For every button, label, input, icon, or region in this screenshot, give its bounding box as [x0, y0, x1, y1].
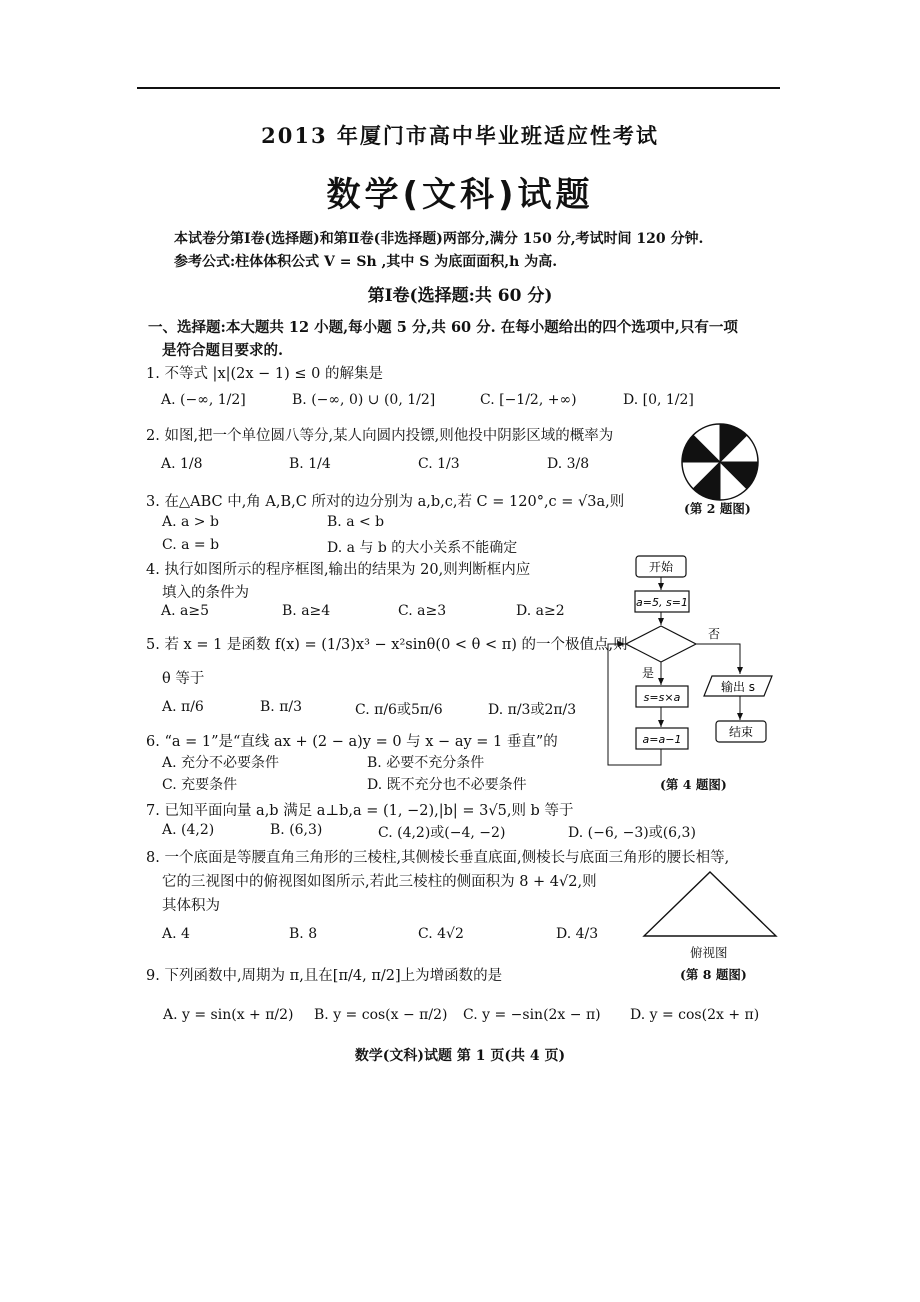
q8-stem-line-2: 它的三视图中的俯视图如图所示,若此三棱柱的侧面积为 8 + 4√2,则	[162, 874, 597, 890]
q4-stem-line-1: 4. 执行如图所示的程序框图,输出的结果为 20,则判断框内应	[146, 562, 531, 578]
intro-line-2: 参考公式:柱体体积公式 V = Sh ,其中 S 为底面面积,h 为高.	[174, 254, 558, 270]
q2-figure-caption: (第 2 题图)	[684, 501, 751, 516]
q5-stem-line-2: θ 等于	[162, 671, 205, 687]
q6-stem: 6. “a = 1”是“直线 ax + (2 − a)y = 0 与 x − ay = 1 垂直”的	[146, 734, 558, 750]
q9-option-c: C. y = −sin(2x − π)	[463, 1007, 601, 1023]
q4-option-d: D. a≥2	[516, 603, 565, 619]
q1-stem: 1. 不等式 |x|(2x − 1) ≤ 0 的解集是	[146, 366, 384, 382]
q8-stem-line-3: 其体积为	[162, 898, 220, 914]
top-rule	[137, 87, 780, 89]
section-instruction-line-1: 一、选择题:本大题共 12 小题,每小题 5 分,共 60 分. 在每小题给出的四个选项中,只有一项	[148, 319, 738, 336]
flow-end-label: 结束	[728, 725, 754, 739]
q3-option-d: D. a 与 b 的大小关系不能确定	[327, 540, 518, 556]
q2-option-a: A. 1/8	[161, 456, 203, 472]
q7-option-c: C. (4,2)或(−4, −2)	[378, 825, 506, 841]
section-title: 第Ⅰ卷(选择题:共 60 分)	[367, 286, 553, 306]
q3-option-a: A. a > b	[162, 514, 219, 530]
q4-flowchart	[600, 550, 800, 775]
q7-stem: 7. 已知平面向量 a,b 满足 a⊥b,a = (1, −2),|b| = 3√5,则 b 等于	[146, 803, 574, 819]
intro-line-1: 本试卷分第Ⅰ卷(选择题)和第Ⅱ卷(非选择题)两部分,满分 150 分,考试时间 120 分钟.	[174, 231, 704, 247]
q9-option-d: D. y = cos(2x + π)	[630, 1007, 760, 1023]
q8-view-label: 俯视图	[690, 945, 728, 960]
q4-figure-caption: (第 4 题图)	[660, 777, 727, 792]
page-footer: 数学(文科)试题 第 1 页(共 4 页)	[354, 1048, 566, 1064]
q5-option-a: A. π/6	[162, 699, 204, 715]
q9-stem: 9. 下列函数中,周期为 π,且在[π/4, π/2]上为增函数的是	[146, 968, 503, 984]
q7-option-b: B. (6,3)	[270, 822, 323, 838]
q1-option-a: A. (−∞, 1/2]	[161, 392, 246, 408]
q9-option-b: B. y = cos(x − π/2)	[314, 1007, 448, 1023]
flow-process1-label: s=s×a	[643, 691, 681, 704]
q6-option-d: D. 既不充分也不必要条件	[367, 777, 527, 793]
q8-top-view-triangle	[640, 868, 780, 940]
q4-option-b: B. a≥4	[282, 603, 331, 619]
q5-option-b: B. π/3	[260, 699, 303, 715]
q8-option-b: B. 8	[289, 926, 318, 942]
q6-option-c: C. 充要条件	[162, 777, 238, 793]
q6-option-a: A. 充分不必要条件	[162, 755, 280, 771]
q7-option-a: A. (4,2)	[162, 822, 215, 838]
q1-option-d: D. [0, 1/2]	[623, 392, 694, 408]
q2-option-c: C. 1/3	[418, 456, 460, 472]
q8-option-d: D. 4/3	[556, 926, 599, 942]
flow-start-label: 开始	[648, 560, 674, 574]
q8-option-c: C. 4√2	[418, 926, 464, 942]
q3-option-b: B. a < b	[327, 514, 385, 530]
flow-output-label: 输出 s	[720, 680, 756, 694]
flow-init-label: a=5, s=1	[636, 596, 688, 609]
q7-option-d: D. (−6, −3)或(6,3)	[568, 825, 696, 841]
q3-option-c: C. a = b	[162, 537, 220, 553]
q4-option-c: C. a≥3	[398, 603, 447, 619]
q2-option-b: B. 1/4	[289, 456, 331, 472]
q2-option-d: D. 3/8	[547, 456, 590, 472]
q1-option-b: B. (−∞, 0) ∪ (0, 1/2]	[292, 392, 436, 408]
q2-stem: 2. 如图,把一个单位圆八等分,某人向圆内投镖,则他投中阴影区域的概率为	[146, 428, 614, 444]
q6-option-b: B. 必要不充分条件	[367, 755, 485, 771]
q3-stem: 3. 在△ABC 中,角 A,B,C 所对的边分别为 a,b,c,若 C = 120°,c = √3a,则	[146, 494, 625, 510]
q2-circle-figure	[678, 420, 762, 504]
flow-decision-diamond	[626, 626, 696, 662]
q8-figure-caption: (第 8 题图)	[680, 967, 747, 982]
page-title: 数学(文科)试题	[326, 175, 594, 215]
q4-stem-line-2: 填入的条件为	[162, 585, 249, 601]
q9-option-a: A. y = sin(x + π/2)	[163, 1007, 294, 1023]
q5-option-c: C. π/6或5π/6	[355, 702, 443, 718]
q8-option-a: A. 4	[162, 926, 190, 942]
q5-option-d: D. π/3或2π/3	[488, 702, 577, 718]
q5-stem-line-1: 5. 若 x = 1 是函数 f(x) = (1/3)x³ − x²sinθ(0 < θ < π) 的一个极值点,则	[146, 637, 628, 653]
flow-no-label: 否	[708, 627, 721, 641]
section-instruction-line-2: 是符合题目要求的.	[162, 342, 284, 359]
flow-yes-label: 是	[642, 666, 655, 680]
q1-option-c: C. [−1/2, +∞)	[480, 392, 577, 408]
q4-option-a: A. a≥5	[161, 603, 209, 619]
exam-subtitle: 2013 年厦门市高中毕业班适应性考试	[261, 123, 659, 148]
flow-process2-label: a=a−1	[642, 733, 682, 746]
q8-stem-line-1: 8. 一个底面是等腰直角三角形的三棱柱,其侧棱长垂直底面,侧棱长与底面三角形的腰长相等,	[146, 850, 730, 866]
